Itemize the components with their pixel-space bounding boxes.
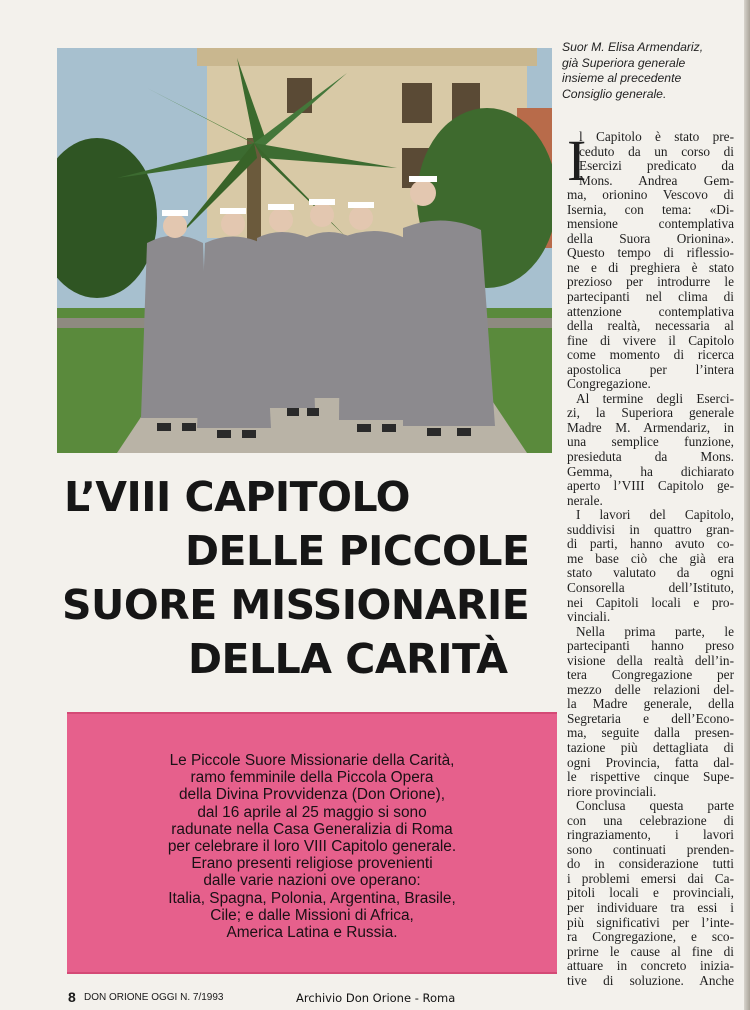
article-line: Al termine degli Eserci- <box>576 390 734 406</box>
article-line: ma, seguite dalla presen- <box>567 725 734 741</box>
article-line: pitoli locali e provinciali, <box>567 885 734 901</box>
article-line: tive di soluzione. Anche <box>567 972 734 988</box>
article-line: ne e di preghiera è stato <box>567 259 734 275</box>
article-line: presieduta da Mons. <box>567 449 734 465</box>
article-line: più significativi per l’inte- <box>567 914 734 930</box>
article-line: per individuare tra essi i <box>567 899 734 915</box>
intro-line: dalle varie nazioni ove operano: <box>203 872 421 890</box>
page-edge <box>744 0 750 1010</box>
caption-line: Suor M. Elisa Armendariz, <box>562 40 704 54</box>
article-line: fine di vivere il Capitolo <box>567 332 734 348</box>
headline-line-2: DELLE PICCOLE <box>185 527 530 575</box>
article-line: Esercizi predicato da <box>579 158 734 174</box>
article-line: do in considerazione tutti <box>567 856 734 872</box>
article-line: Mons. Andrea Gem- <box>579 172 734 188</box>
caption-line: già Superiora generale <box>562 55 686 70</box>
caption-line: insieme al precedente <box>562 71 682 86</box>
article-line: aperto l’VIII Capitolo ge- <box>567 478 734 494</box>
article-line: stato valutato da ogni <box>567 565 734 581</box>
article-line: attuare in concreto inizia- <box>567 958 734 974</box>
article-line: prezioso per introdurre le <box>567 274 734 290</box>
article-line: apostolica per l’intera <box>567 361 734 377</box>
article-line: della Suora Orionina». <box>567 230 734 246</box>
intro-line: Le Piccole Suore Missionarie della Carità, <box>169 752 455 769</box>
headline-line-1: L’VIII CAPITOLO <box>64 473 411 521</box>
headline-line-4: DELLA CARITÀ <box>188 635 508 683</box>
photo-illustration <box>57 48 552 453</box>
article-line: suddivisi in quattro gran- <box>567 521 734 537</box>
article-line: me base ciò che già era <box>567 550 734 566</box>
article-line: ogni Provincia, fatta dal- <box>567 754 734 770</box>
intro-line: dal 16 aprile al 25 maggio si sono <box>197 803 427 821</box>
article-line: ra Congregazione, e sco- <box>567 929 734 945</box>
article-line: sono continuati prenden- <box>567 841 734 857</box>
article-line: ringraziamento, i lavori <box>567 827 734 843</box>
article-line: i problemi emersi dai Ca- <box>567 870 734 886</box>
group-photo <box>57 48 552 453</box>
article-line: vinciali. <box>567 609 611 625</box>
article-line: nerale. <box>567 492 603 508</box>
article-line: Conclusa questa parte <box>576 798 734 814</box>
magazine-issue: DON ORIONE OGGI N. 7/1993 <box>84 992 224 1003</box>
article-line: Questo tempo di riflessio- <box>567 245 734 261</box>
article-line: con una celebrazione di <box>567 812 734 828</box>
article-line: tazione più dettagliata di <box>567 739 734 755</box>
article-line: visione della realtà dell’in- <box>567 652 734 668</box>
caption-line: Consiglio generale. <box>562 86 667 101</box>
article-line: una semplice funzione, <box>567 434 734 450</box>
article-line: tera Congregazione per <box>567 667 734 683</box>
article-line: riore provinciali. <box>567 783 657 799</box>
intro-line: Italia, Spagna, Polonia, Argentina, Brasile, <box>168 889 456 907</box>
article-line: Nella prima parte, le <box>576 623 734 639</box>
article-line: Consorella dell’Istituto, <box>567 579 734 595</box>
intro-line: Erano presenti religiose provenienti <box>191 855 433 873</box>
article-line: l Capitolo è stato pre- <box>579 129 734 144</box>
page-number: 8 <box>68 989 76 1005</box>
intro-line: Cile; e dalle Missioni di Africa, <box>210 906 414 924</box>
intro-text <box>67 752 557 941</box>
article-line: ceduto da un corso di <box>579 143 734 159</box>
headline <box>60 470 560 686</box>
article-line: Madre M. Armendariz, in <box>567 419 734 435</box>
article-line: Isernia, con tema: «Di- <box>567 201 734 217</box>
article-line: le rispettive cinque Supe- <box>567 769 734 785</box>
intro-box <box>67 712 557 974</box>
article-line: la Madre generale, della <box>567 696 734 712</box>
drop-cap: I <box>567 128 587 193</box>
photo-caption <box>562 40 732 102</box>
article-line: prirne le cause al fine di <box>567 943 734 959</box>
article-line: mensione contemplativa <box>567 216 734 232</box>
article-line: della realtà, necessaria al <box>567 318 734 334</box>
article-line: zi, la Superiora generale <box>567 405 734 421</box>
article-line: nei Capitoli locali e pro- <box>567 594 734 610</box>
article-line: ma, orionino Vescovo di <box>567 187 734 203</box>
intro-line: America Latina e Russia. <box>226 924 398 942</box>
intro-line: per celebrare il loro VIII Capitolo generale. <box>167 838 457 856</box>
article-line: Segretaria e dell’Econo- <box>567 710 734 726</box>
article-column <box>567 130 734 988</box>
article-line: partecipanti nel clima di <box>567 289 734 305</box>
archive-credit: Archivio Don Orione - Roma <box>296 991 456 1005</box>
article-line: Gemma, ha dichiarato <box>567 463 734 479</box>
article-line: di parti, hanno avuto co- <box>567 536 734 552</box>
article-line: attenzione contemplativa <box>567 303 734 319</box>
intro-line: ramo femminile della Piccola Opera <box>190 769 434 787</box>
article-line: Congregazione. <box>567 376 651 392</box>
headline-line-3: SUORE MISSIONARIE <box>62 581 530 629</box>
article-line: come momento di ricerca <box>567 347 734 363</box>
article-line: I lavori del Capitolo, <box>576 507 734 523</box>
article-line: partecipanti hanno preso <box>567 638 734 654</box>
intro-line: della Divina Provvidenza (Don Orione), <box>178 786 446 804</box>
article-line: mezzo delle relazioni del- <box>567 681 734 697</box>
intro-line: radunate nella Casa Generalizia di Roma <box>171 820 453 838</box>
